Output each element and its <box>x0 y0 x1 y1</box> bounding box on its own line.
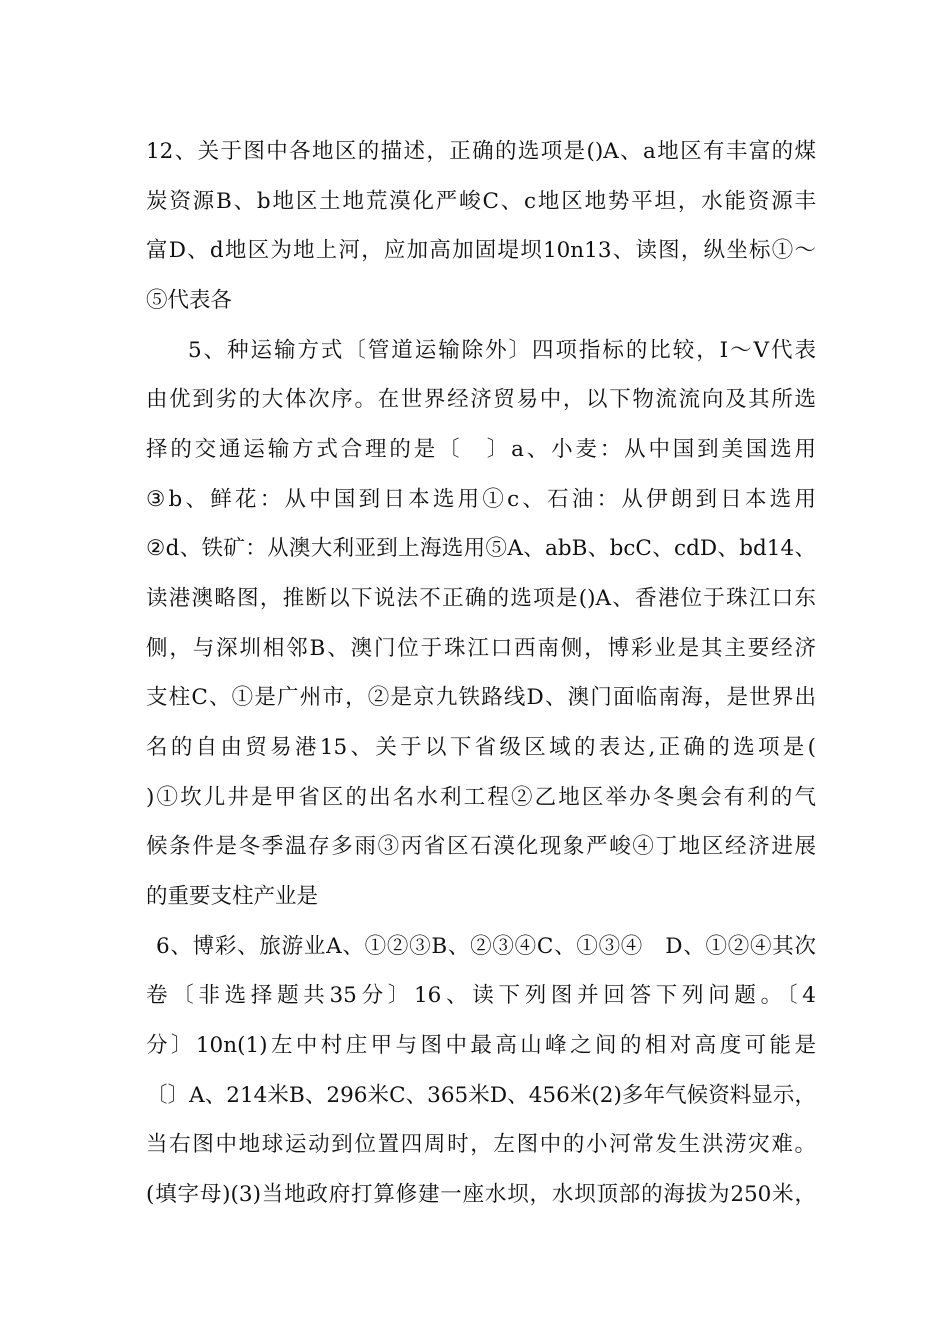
text-line-21: 当右图中地球运动到位置四周时，左图中的小河常发生洪涝灾难。 <box>146 1132 816 1157</box>
text-line-6: 由优到劣的大体次序。在世界经济贸易中，以下物流流向及其所选 <box>146 387 816 412</box>
text-line-20: 〔〕A、214米B、296米C、365米D、456米(2)多年气候资料显示， <box>146 1083 816 1108</box>
text-line-5: 5、种运输方式〔管道运输除外〕四项指标的比较，Ⅰ～Ⅴ代表 <box>188 338 816 363</box>
text-line-9: ②d、铁矿：从澳大利亚到上海选用⑤A、abB、bcC、cdD、bd14、 <box>146 536 816 561</box>
text-line-4: ⑤代表各 <box>146 288 233 313</box>
text-line-8: ③b、鲜花：从中国到日本选用①c、石油：从伊朗到日本选用 <box>146 487 816 512</box>
text-line-3: 富D、d地区为地上河，应加高加固堤坝10n13、读图，纵坐标①～ <box>146 238 816 263</box>
text-line-17: 6、博彩、旅游业A、①②③B、②③④C、①③④ D、①②④其次 <box>156 934 816 959</box>
text-line-10: 读港澳略图，推断以下说法不正确的选项是()A、香港位于珠江口东 <box>146 586 816 611</box>
text-line-2: 炭资源B、b地区土地荒漠化严峻C、c地区地势平坦，水能资源丰 <box>146 189 816 214</box>
text-line-11: 侧，与深圳相邻B、澳门位于珠江口西南侧，博彩业是其主要经济 <box>146 636 816 661</box>
text-line-13: 名的自由贸易港15、关于以下省级区域的表达,正确的选项是( <box>146 735 816 760</box>
text-line-7: 择的交通运输方式合理的是〔 〕a、小麦：从中国到美国选用 <box>146 437 816 462</box>
text-line-22: (填字母)(3)当地政府打算修建一座水坝，水坝顶部的海拔为250米， <box>146 1182 816 1207</box>
text-line-18: 卷〔非选择题共35分〕16、读下列图并回答下列问题。〔4 <box>146 983 816 1008</box>
text-line-16: 的重要支柱产业是 <box>146 884 319 909</box>
text-line-15: 候条件是冬季温存多雨③丙省区石漠化现象严峻④丁地区经济进展 <box>146 834 816 859</box>
text-line-14: )①坎儿井是甲省区的出名水利工程②乙地区举办冬奥会有利的气 <box>146 785 816 810</box>
text-line-19: 分〕10n(1)左中村庄甲与图中最高山峰之间的相对高度可能是 <box>146 1033 816 1058</box>
text-line-1: 12、关于图中各地区的描述，正确的选项是()A、a地区有丰富的煤 <box>146 139 816 164</box>
text-line-12: 支柱C、①是广州市，②是京九铁路线D、澳门面临南海，是世界出 <box>146 685 816 710</box>
